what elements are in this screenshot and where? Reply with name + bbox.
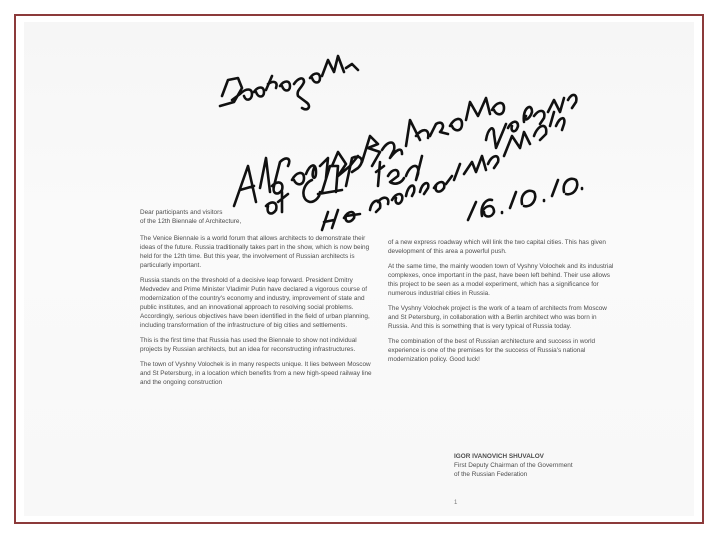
ink-line-3 xyxy=(266,95,576,214)
ink-line-1 xyxy=(220,56,358,109)
letter-paragraph: Russia stands on the threshold of a decisive leap forward. President Dmitry Medvedev and Prime Minister Vladimir Putin have declared a vigorous course of modernization of the country's economy and industry, improvement of state and public institutes, and an innovational approach to resolving social problems. Accordingly, serious objectives have been identified in the field of urban planning, including transformation of the infrastructure of big cities and settlements. xyxy=(140,277,370,329)
letter-paragraph: This is the first time that Russia has used the Biennale to show not individual projects by Russian architects, but an idea for reconstructing infrastructures. xyxy=(140,337,357,353)
letter-heading xyxy=(140,208,380,226)
letter-paragraph: The town of Vyshny Volochek is in many respects unique. It lies between Moscow and St Petersburg, in a location which benefits from a new high-speed railway line and the ongoing construction xyxy=(140,361,372,386)
heading-line: of the 12th Biennale of Architecture, xyxy=(140,218,242,225)
letter-right-column xyxy=(388,238,614,370)
ink-line-2 xyxy=(234,98,504,206)
letter-paragraph: The Vyshny Volochek project is the work of a team of architects from Moscow and St Petersburg, in collaboration with a Berlin architect who was born in Russia. And this is something that is very typical of Russia today. xyxy=(388,305,607,330)
letter-paragraph: The combination of the best of Russian architecture and success in world experience is one of the premises for the success of Russia's national modernization policy. Good luck! xyxy=(388,338,596,363)
signatory-name: IGOR IVANOVICH SHUVALOV xyxy=(454,453,544,460)
ink-date xyxy=(468,179,582,220)
letter-left-column xyxy=(140,208,380,393)
heading-line: Dear participants and visitors xyxy=(140,209,223,216)
letter-paragraph: of a new express roadway which will link the two capital cities. This has given development of this area a powerful push. xyxy=(388,239,606,255)
letter-paragraph: The Venice Biennale is a world forum that allows architects to demonstrate their ideas of the future. Russia traditionally takes part in the show, which is now being held for the 12th time. But this year, the involvement of Russian architects is particularly important. xyxy=(140,235,370,269)
slide-frame xyxy=(14,14,704,524)
signatory-title: First Deputy Chairman of the Government xyxy=(454,462,573,469)
signature-block xyxy=(454,452,624,479)
letter-paragraph: At the same time, the mainly wooden town of Vyshny Volochek and its industrial complexes, once important in the past, have been left behind. Their use allows this project to be seen as a model experiment, which has a significance for numerous industrial cities in Russia. xyxy=(388,263,614,297)
signatory-title: of the Russian Federation xyxy=(454,471,528,478)
page-number: 1 xyxy=(454,500,458,506)
